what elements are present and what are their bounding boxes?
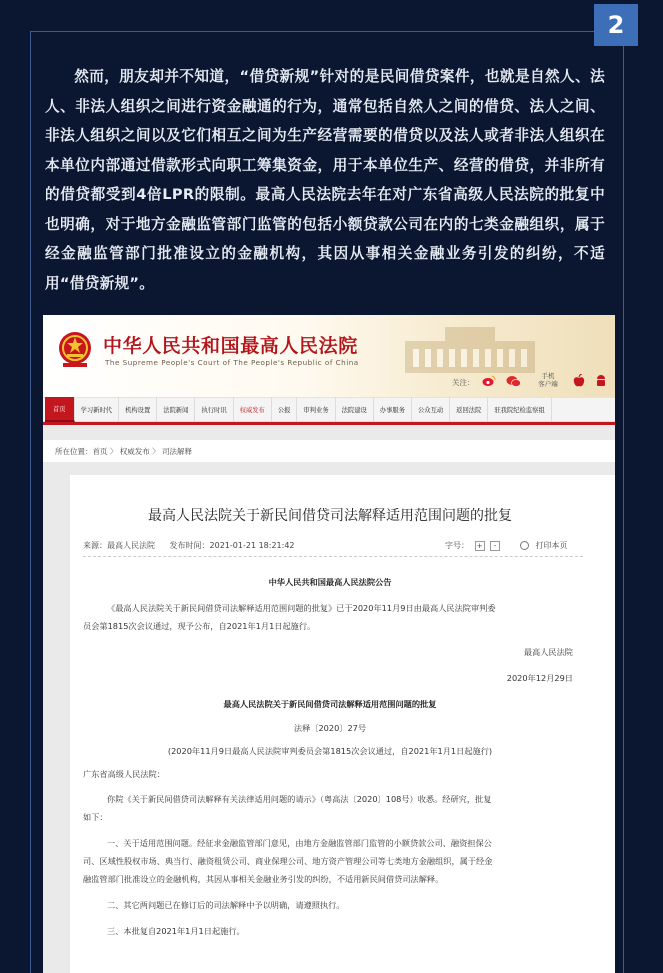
court-website-screenshot bbox=[43, 315, 615, 973]
body-para-2-line-1: 一、关于适用范围问题。经征求金融监管部门意见，由地方金融监管部门监管的小额贷款公司、融资担保公 bbox=[107, 838, 492, 848]
body-para-2-line-3: 融监管部门批准设立的金融机构，其因从事相关金融业务引发的纠纷，不适用新民间借贷司法解释。 bbox=[83, 874, 444, 884]
nav-item-authoritative-release[interactable]: 权威发布 bbox=[234, 397, 272, 422]
reply-number: 法释〔2020〕27号 bbox=[293, 723, 367, 733]
addressee: 广东省高级人民法院： bbox=[83, 769, 165, 779]
sign-date: 2020年12月29日 bbox=[506, 673, 573, 683]
weibo-icon[interactable] bbox=[481, 373, 497, 389]
mobile-label-1: 手机 bbox=[541, 372, 555, 380]
body-para-3: 二、其它两问题已在修订后的司法解释中予以明确，请遵照执行。 bbox=[107, 900, 345, 910]
nav-item-study[interactable]: 学习新时代 bbox=[75, 397, 119, 422]
reply-note: (2020年11月9日最高人民法院审判委员会第1815次会议通过，自2021年1月1日起施行) bbox=[167, 746, 493, 756]
court-building-illustration bbox=[395, 321, 545, 373]
nav-item-gazette[interactable]: 公报 bbox=[272, 397, 298, 422]
site-subtitle: The Supreme People's Court of The People's Republic of China bbox=[105, 358, 359, 367]
nav-item-back-to-court[interactable]: 返回法院 bbox=[450, 397, 488, 422]
font-decrease-button[interactable]: - bbox=[490, 541, 500, 551]
nav-underline bbox=[43, 422, 615, 425]
site-header bbox=[43, 315, 615, 397]
body-para-1-line-1: 你院《关于新民间借贷司法解释有关法律适用问题的请示》（粤高法〔2020〕108号）收悉。经研究，批复 bbox=[107, 794, 492, 804]
article-time: 发布时间：2021-01-21 18:21:42 bbox=[169, 541, 295, 550]
nav-item-execution-news[interactable]: 执行时讯 bbox=[195, 397, 233, 422]
nav-item-court-building[interactable]: 法院建设 bbox=[336, 397, 374, 422]
site-title[interactable]: 中华人民共和国最高人民法院 bbox=[103, 335, 358, 357]
print-icon bbox=[520, 541, 529, 550]
body-para-2-line-2: 司、区域性股权市场、典当行、融资租赁公司、商业保理公司、地方资产管理公司等七类地方金融组织，属于经金 bbox=[83, 856, 493, 866]
announcement-line-2: 员会第1815次会议通过，现予公布，自2021年1月1日起施行。 bbox=[83, 621, 316, 631]
nav-item-public-interaction[interactable]: 公众互动 bbox=[412, 397, 450, 422]
announcement-title: 中华人民共和国最高人民法院公告 bbox=[268, 577, 392, 587]
intro-paragraph: 然而，朋友却并不知道，“借贷新规”针对的是民间借贷案件，也就是自然人、法人、非法人组织之间进行资金融通的行为，通常包括自然人之间的借贷、法人之间、非法人组织之间以及它们相互之间为生产经营需要的借贷以及法人或者非法人组织在本单位内部通过借款形式向职工筹集资金，用于本单位生产、经营的借贷，并非所有的借贷都受到4倍LPR的限制。最高人民法院去年在对广东省高级人民法院的批复中也明确，对于地方金融监管部门监管的包括小额贷款公司在内的七类金融组织，属于经金融监管部门批准设立的金融机构，其因从事相关金融业务引发的纠纷，不适用“借贷新规”。 bbox=[45, 68, 605, 292]
nav-item-organization[interactable]: 机构设置 bbox=[119, 397, 157, 422]
announcement-line-1: 《最高人民法院关于新民间借贷司法解释适用范围问题的批复》已于2020年11月9日由最高人民法院审判委 bbox=[107, 603, 496, 613]
font-size-label: 字号： bbox=[445, 541, 469, 550]
wechat-icon[interactable] bbox=[505, 373, 521, 389]
print-button[interactable] bbox=[520, 540, 568, 551]
signer: 最高人民法院 bbox=[523, 647, 573, 657]
mobile-client-link[interactable] bbox=[536, 372, 560, 388]
reply-title: 最高人民法院关于新民间借贷司法解释适用范围问题的批复 bbox=[223, 699, 437, 709]
page-number-badge: 2 bbox=[594, 4, 638, 46]
android-icon[interactable] bbox=[593, 373, 609, 389]
mobile-label-2: 客户端 bbox=[538, 380, 558, 388]
nav-item-trial-business[interactable]: 审判业务 bbox=[297, 397, 335, 422]
article-meta bbox=[83, 540, 295, 551]
article-panel bbox=[70, 475, 615, 973]
article-source: 来源：最高人民法院 bbox=[83, 541, 155, 550]
article-title: 最高人民法院关于新民间借贷司法解释适用范围问题的批复 bbox=[148, 508, 512, 524]
body-para-4: 三、本批复自2021年1月1日起施行。 bbox=[107, 926, 245, 936]
meta-divider bbox=[83, 556, 583, 557]
national-emblem-icon bbox=[57, 330, 93, 368]
apple-icon[interactable] bbox=[571, 373, 587, 389]
main-nav bbox=[43, 397, 615, 422]
breadcrumb[interactable]: 所在位置：首页 〉 权威发布 〉 司法解释 bbox=[43, 440, 615, 462]
nav-item-home[interactable]: 首页 bbox=[45, 397, 75, 422]
follow-label: 关注： bbox=[452, 378, 475, 387]
font-size-control bbox=[445, 540, 500, 551]
font-increase-button[interactable]: + bbox=[475, 541, 485, 551]
print-label: 打印本页 bbox=[535, 541, 568, 550]
body-para-1-line-2: 如下： bbox=[83, 812, 108, 822]
nav-item-services[interactable]: 办事服务 bbox=[374, 397, 412, 422]
nav-item-discipline-group[interactable]: 驻我院纪检监察组 bbox=[488, 397, 551, 422]
nav-item-court-news[interactable]: 法院新闻 bbox=[157, 397, 195, 422]
